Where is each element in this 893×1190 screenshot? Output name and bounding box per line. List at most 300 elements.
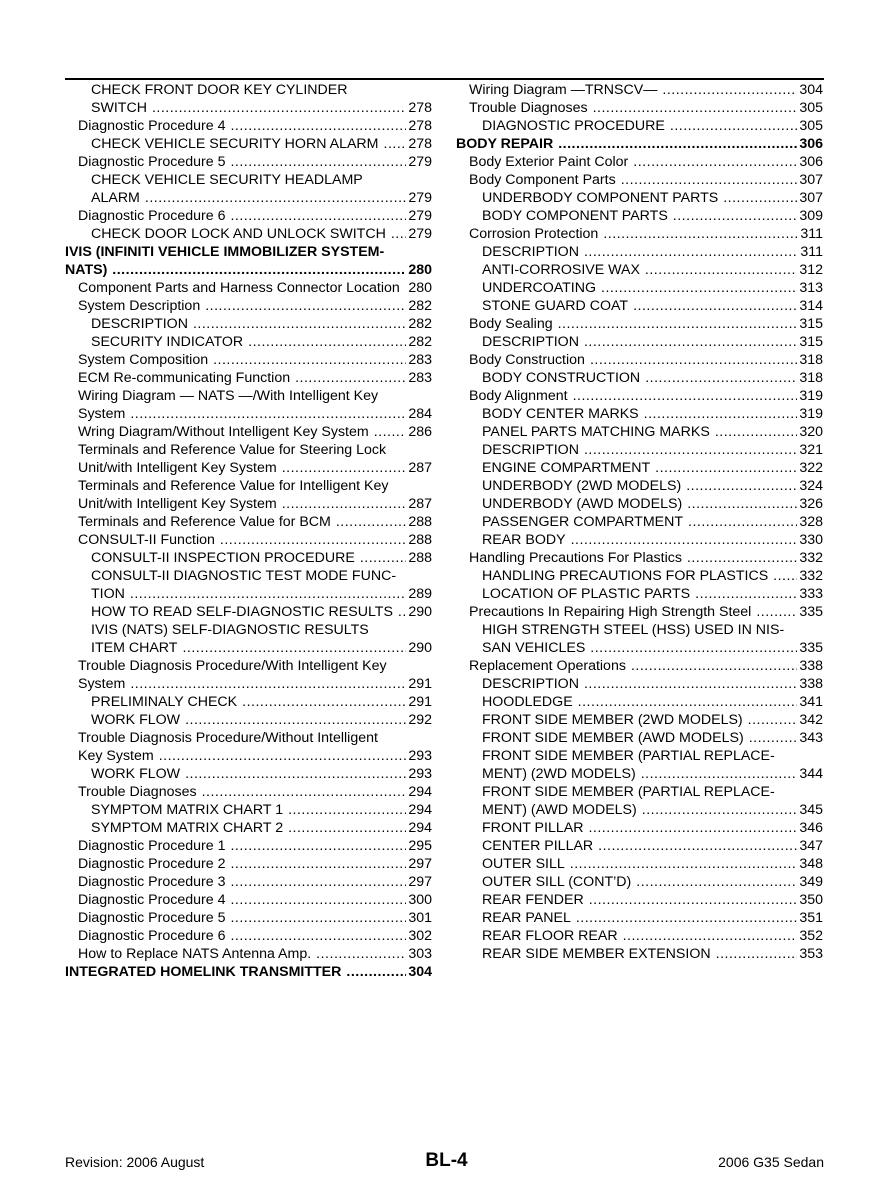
toc-entry[interactable] [65, 675, 432, 693]
dot-leader [130, 405, 406, 423]
toc-entry-page: 347 [799, 838, 823, 854]
toc-entry[interactable] [456, 729, 823, 747]
dot-leader [756, 603, 797, 621]
toc-entry-page: 338 [799, 676, 823, 692]
toc-entry-page: 278 [408, 136, 432, 152]
toc-entry-page: 294 [408, 802, 432, 818]
dot-leader [230, 153, 406, 171]
toc-entry-title: Trouble Diagnosis Procedure/Without Intelligent [78, 730, 378, 746]
toc-entry[interactable] [65, 765, 432, 783]
toc-entry[interactable] [65, 495, 432, 513]
toc-entry-title: ITEM CHART [91, 640, 178, 656]
toc-entry[interactable] [456, 279, 823, 297]
toc-entry[interactable] [65, 693, 432, 711]
dot-leader [584, 675, 797, 693]
toc-entry[interactable] [65, 369, 432, 387]
toc-entry-title: ENGINE COMPARTMENT [482, 460, 651, 476]
toc-entry-title: HANDLING PRECAUTIONS FOR PLASTICS [482, 568, 769, 584]
toc-entry[interactable] [65, 189, 432, 207]
dot-leader [282, 495, 407, 513]
dot-leader [230, 117, 406, 135]
toc-entry-title: Wring Diagram/Without Intelligent Key System [78, 424, 369, 440]
toc-entry[interactable] [456, 585, 823, 603]
dot-leader [642, 801, 798, 819]
toc-entry-page: 315 [799, 316, 823, 332]
toc-entry[interactable] [65, 297, 432, 315]
dot-leader [749, 729, 798, 747]
toc-entry[interactable] [456, 783, 823, 801]
toc-entry-title: CHECK VEHICLE SECURITY HORN ALARM [91, 136, 379, 152]
toc-entry[interactable] [65, 891, 432, 909]
dot-leader [578, 693, 798, 711]
toc-entry-page: 279 [408, 190, 432, 206]
toc-entry[interactable] [65, 477, 432, 495]
toc-entry[interactable] [65, 711, 432, 729]
toc-entry-title: Terminals and Reference Value for BCM [78, 514, 331, 530]
toc-entry[interactable] [456, 801, 823, 819]
toc-entry[interactable] [456, 657, 823, 675]
toc-entry[interactable] [456, 567, 823, 585]
toc-entry[interactable] [456, 765, 823, 783]
toc-entry-title: MENT) (AWD MODELS) [482, 802, 637, 818]
toc-entry-page: 297 [408, 856, 432, 872]
toc-entry-page: 283 [408, 352, 432, 368]
toc-entry-title: Key System [78, 748, 154, 764]
toc-entry-title: OUTER SILL [482, 856, 565, 872]
toc-entry[interactable] [456, 927, 823, 945]
toc-entry[interactable] [65, 927, 432, 945]
toc-entry-title: DESCRIPTION [482, 334, 579, 350]
toc-entry-page: 349 [799, 874, 823, 890]
toc-entry-title: DESCRIPTION [482, 442, 579, 458]
toc-entry-title: HOODLEDGE [482, 694, 573, 710]
toc-entry-title: Diagnostic Procedure 4 [78, 892, 226, 908]
toc-entry-page: 314 [799, 298, 823, 314]
toc-entry[interactable] [65, 909, 432, 927]
dot-leader [230, 909, 406, 927]
toc-entry[interactable] [65, 585, 432, 603]
toc-entry[interactable] [65, 207, 432, 225]
toc-entry-title: CONSULT-II INSPECTION PROCEDURE [91, 550, 355, 566]
toc-entry[interactable] [456, 693, 823, 711]
toc-entry[interactable] [65, 279, 432, 297]
toc-entry[interactable] [65, 171, 432, 189]
dot-leader [688, 513, 797, 531]
toc-entry-title: INTEGRATED HOMELINK TRANSMITTER [65, 964, 342, 980]
toc-entry[interactable] [456, 603, 823, 621]
toc-entry[interactable] [456, 171, 823, 189]
dot-leader [182, 639, 406, 657]
toc-entry-page: 351 [799, 910, 823, 926]
dot-leader [571, 531, 798, 549]
dot-leader [202, 783, 407, 801]
toc-entry-page: 288 [408, 532, 432, 548]
toc-entry-page: 278 [408, 118, 432, 134]
toc-entry-title: Diagnostic Procedure 4 [78, 118, 226, 134]
toc-entry[interactable] [456, 153, 823, 171]
toc-entry-title: BODY REPAIR [456, 136, 554, 152]
toc-entry-title: PANEL PARTS MATCHING MARKS [482, 424, 710, 440]
toc-entry-title: UNDERBODY COMPONENT PARTS [482, 190, 719, 206]
toc-entry-title: MENT) (2WD MODELS) [482, 766, 636, 782]
toc-entry-title: OUTER SILL (CONT’D) [482, 874, 632, 890]
dot-leader [230, 207, 406, 225]
toc-entry[interactable] [456, 441, 823, 459]
toc-entry[interactable] [65, 405, 432, 423]
toc-entry[interactable] [65, 117, 432, 135]
toc-entry-title: FRONT SIDE MEMBER (PARTIAL REPLACE- [482, 784, 775, 800]
toc-entry-page: 311 [800, 226, 823, 242]
toc-entry[interactable] [65, 729, 432, 747]
toc-entry-title: DIAGNOSTIC PROCEDURE [482, 118, 665, 134]
toc-entry[interactable] [456, 351, 823, 369]
dot-leader [558, 315, 798, 333]
toc-entry[interactable] [456, 711, 823, 729]
footer-page-code: BL-4 [425, 1150, 468, 1171]
toc-entry-title: Handling Precautions For Plastics [469, 550, 682, 566]
dot-leader [687, 495, 797, 513]
toc-entry[interactable] [456, 747, 823, 765]
toc-entry-title: SAN VEHICLES [482, 640, 586, 656]
toc-entry[interactable] [65, 603, 432, 621]
toc-entry[interactable] [456, 405, 823, 423]
toc-entry[interactable] [65, 153, 432, 171]
toc-entry[interactable] [65, 351, 432, 369]
dot-leader [773, 567, 797, 585]
toc-entry[interactable] [456, 549, 823, 567]
toc-right-column [456, 81, 823, 963]
toc-entry-title: Body Exterior Paint Color [469, 154, 629, 170]
toc-entry[interactable] [456, 99, 823, 117]
toc-entry-page: 343 [799, 730, 823, 746]
toc-entry-title: NATS) [65, 262, 108, 278]
dot-leader [687, 549, 797, 567]
toc-entry-page: 324 [799, 478, 823, 494]
toc-entry-title: CONSULT-II Function [78, 532, 215, 548]
toc-entry-title: Terminals and Reference Value for Steering Lock [78, 442, 387, 458]
toc-entry-page: 350 [799, 892, 823, 908]
dot-leader [336, 513, 406, 531]
toc-entry[interactable] [65, 945, 432, 963]
toc-entry[interactable] [456, 495, 823, 513]
toc-entry-title: FRONT SIDE MEMBER (AWD MODELS) [482, 730, 744, 746]
toc-entry-page: 280 [408, 280, 432, 296]
toc-entry-page: 288 [408, 514, 432, 530]
toc-entry[interactable] [65, 459, 432, 477]
dot-leader [623, 927, 798, 945]
dot-leader [584, 333, 797, 351]
toc-entry-title: Unit/with Intelligent Key System [78, 496, 277, 512]
toc-entry-title: DESCRIPTION [91, 316, 188, 332]
toc-entry-title: Diagnostic Procedure 6 [78, 208, 226, 224]
dot-leader [374, 423, 407, 441]
toc-entry-title: HIGH STRENGTH STEEL (HSS) USED IN NIS- [482, 622, 785, 638]
dot-leader [644, 405, 798, 423]
toc-entry[interactable] [65, 621, 432, 639]
toc-entry[interactable] [456, 297, 823, 315]
toc-entry[interactable] [65, 387, 432, 405]
toc-entry[interactable] [456, 945, 823, 963]
dot-leader [631, 657, 797, 675]
dot-leader [636, 873, 797, 891]
toc-entry[interactable] [65, 801, 432, 819]
toc-entry-title: FRONT SIDE MEMBER (2WD MODELS) [482, 712, 743, 728]
dot-leader [576, 909, 797, 927]
toc-entry-page: 346 [799, 820, 823, 836]
toc-entry-page: 297 [408, 874, 432, 890]
toc-entry-page: 287 [408, 496, 432, 512]
toc-entry[interactable] [456, 189, 823, 207]
toc-entry-title: CENTER PILLAR [482, 838, 594, 854]
dot-leader [230, 927, 406, 945]
toc-entry-page: 345 [799, 802, 823, 818]
toc-entry[interactable] [65, 783, 432, 801]
toc-entry-title: ECM Re-communicating Function [78, 370, 291, 386]
toc-entry-page: 305 [799, 100, 823, 116]
dot-leader [405, 279, 407, 297]
toc-entry-title: SYMPTOM MATRIX CHART 2 [91, 820, 284, 836]
dot-leader [584, 441, 797, 459]
toc-entry-title: DESCRIPTION [482, 244, 579, 260]
toc-entry-page: 341 [799, 694, 823, 710]
toc-entry-title: WORK FLOW [91, 712, 181, 728]
toc-entry[interactable] [65, 99, 432, 117]
dot-leader [573, 387, 798, 405]
toc-entry[interactable] [456, 261, 823, 279]
toc-entry[interactable] [456, 909, 823, 927]
toc-section-entry[interactable] [456, 135, 823, 153]
toc-entry-page: 338 [799, 658, 823, 674]
toc-entry-title: Wiring Diagram —TRNSCV— [469, 82, 658, 98]
dot-leader [220, 531, 406, 549]
dot-leader [621, 171, 798, 189]
toc-entry-title: CHECK VEHICLE SECURITY HEADLAMP [91, 172, 363, 188]
toc-entry-page: 304 [799, 82, 823, 98]
toc-entry[interactable] [65, 567, 432, 585]
toc-entry-title: REAR FENDER [482, 892, 584, 908]
toc-entry[interactable] [456, 891, 823, 909]
toc-entry-title: CONSULT-II DIAGNOSTIC TEST MODE FUNC- [91, 568, 397, 584]
dot-leader [282, 459, 407, 477]
toc-entry-page: 279 [408, 154, 432, 170]
toc-entry[interactable] [65, 819, 432, 837]
toc-entry-title: PASSENGER COMPARTMENT [482, 514, 684, 530]
toc-entry[interactable] [456, 225, 823, 243]
toc-entry-page: 319 [799, 388, 823, 404]
dot-leader [185, 765, 406, 783]
toc-entry-page: 335 [799, 640, 823, 656]
toc-entry[interactable] [456, 369, 823, 387]
toc-section-entry[interactable] [65, 963, 432, 981]
dot-leader [748, 711, 798, 729]
toc-entry[interactable] [65, 315, 432, 333]
toc-entry-page: 311 [800, 244, 823, 260]
dot-leader [159, 747, 407, 765]
toc-entry-page: 315 [799, 334, 823, 350]
dot-leader [288, 801, 406, 819]
dot-leader [601, 279, 797, 297]
toc-entry-page: 352 [799, 928, 823, 944]
dot-leader [242, 693, 406, 711]
toc-entry-title: BODY COMPONENT PARTS [482, 208, 668, 224]
toc-entry-title: Body Sealing [469, 316, 553, 332]
toc-entry-page: 289 [408, 586, 432, 602]
toc-entry-title: Body Component Parts [469, 172, 616, 188]
dot-leader [645, 261, 797, 279]
toc-entry-page: 342 [799, 712, 823, 728]
toc-entry-page: 293 [408, 748, 432, 764]
toc-entry-page: 333 [799, 586, 823, 602]
toc-entry-page: 326 [799, 496, 823, 512]
toc-entry-page: 307 [799, 172, 823, 188]
dot-leader [715, 423, 798, 441]
toc-entry[interactable] [65, 531, 432, 549]
toc-entry[interactable] [456, 531, 823, 549]
toc-entry-title: UNDERBODY (AWD MODELS) [482, 496, 683, 512]
toc-entry[interactable] [456, 423, 823, 441]
toc-entry-title: Terminals and Reference Value for Intelligent Key [78, 478, 389, 494]
toc-entry[interactable] [456, 675, 823, 693]
toc-entry-title: Trouble Diagnosis Procedure/With Intelligent Key [78, 658, 387, 674]
dot-leader [230, 837, 406, 855]
toc-entry[interactable] [65, 135, 432, 153]
toc-section-entry[interactable] [65, 261, 432, 279]
toc-entry[interactable] [65, 441, 432, 459]
toc-entry[interactable] [65, 855, 432, 873]
toc-entry[interactable] [65, 639, 432, 657]
toc-entry-page: 332 [799, 550, 823, 566]
dot-leader [590, 351, 797, 369]
dot-leader [589, 891, 798, 909]
dot-leader [295, 369, 406, 387]
dot-leader [588, 819, 797, 837]
dot-leader [655, 459, 797, 477]
toc-entry[interactable] [65, 513, 432, 531]
dot-leader [193, 315, 406, 333]
toc-entry-page: 305 [799, 118, 823, 134]
toc-entry-title: Diagnostic Procedure 5 [78, 154, 226, 170]
toc-entry[interactable] [65, 423, 432, 441]
toc-entry[interactable] [65, 837, 432, 855]
toc-entry-title: CHECK DOOR LOCK AND UNLOCK SWITCH [91, 226, 386, 242]
toc-entry-page: 288 [408, 550, 432, 566]
toc-entry[interactable] [456, 819, 823, 837]
toc-entry-page: 318 [799, 370, 823, 386]
toc-entry-title: Precautions In Repairing High Strength Steel [469, 604, 752, 620]
toc-entry-page: 344 [799, 766, 823, 782]
toc-entry[interactable] [456, 513, 823, 531]
toc-entry-page: 330 [799, 532, 823, 548]
toc-entry[interactable] [456, 837, 823, 855]
toc-entry[interactable] [456, 315, 823, 333]
toc-entry[interactable] [65, 549, 432, 567]
toc-entry[interactable] [65, 333, 432, 351]
toc-entry-title: BODY CONSTRUCTION [482, 370, 641, 386]
toc-entry[interactable] [65, 747, 432, 765]
toc-entry-page: 282 [408, 316, 432, 332]
toc-entry-page: 293 [408, 766, 432, 782]
toc-entry-page: 279 [408, 208, 432, 224]
toc-entry-title: REAR PANEL [482, 910, 571, 926]
toc-entry[interactable] [456, 387, 823, 405]
dot-leader [645, 369, 797, 387]
dot-leader [152, 99, 406, 117]
dot-leader [230, 855, 406, 873]
dot-leader [633, 153, 797, 171]
toc-entry-page: 301 [408, 910, 432, 926]
dot-leader [598, 837, 797, 855]
toc-entry[interactable] [456, 855, 823, 873]
toc-entry-title: Component Parts and Harness Connector Location [78, 280, 400, 296]
toc-entry[interactable] [456, 81, 823, 99]
toc-entry-title: SWITCH [91, 100, 147, 116]
toc-entry[interactable] [456, 243, 823, 261]
dot-leader [288, 819, 406, 837]
toc-entry-page: 321 [799, 442, 823, 458]
dot-leader [633, 297, 797, 315]
dot-leader [570, 855, 798, 873]
toc-entry[interactable] [456, 117, 823, 135]
dot-leader [584, 243, 798, 261]
toc-entry-page: 335 [799, 604, 823, 620]
toc-entry[interactable] [65, 225, 432, 243]
toc-entry[interactable] [456, 621, 823, 639]
toc-entry[interactable] [456, 333, 823, 351]
toc-entry-title: Diagnostic Procedure 6 [78, 928, 226, 944]
toc-entry-page: 284 [408, 406, 432, 422]
dot-leader [662, 81, 797, 99]
toc-entry[interactable] [65, 657, 432, 675]
toc-entry-title: REAR SIDE MEMBER EXTENSION [482, 946, 711, 962]
toc-entry-title: Corrosion Protection [469, 226, 599, 242]
toc-entry[interactable] [456, 459, 823, 477]
toc-entry-title: HOW TO READ SELF-DIAGNOSTIC RESULTS [91, 604, 393, 620]
dot-leader [130, 585, 406, 603]
toc-entry-page: 306 [799, 136, 823, 152]
dot-leader [230, 891, 406, 909]
toc-entry[interactable] [456, 207, 823, 225]
toc-entry-title: TION [91, 586, 125, 602]
toc-entry-title: CHECK FRONT DOOR KEY CYLINDER [91, 82, 348, 98]
toc-entry-title: PRELIMINALY CHECK [91, 694, 238, 710]
toc-section-entry[interactable] [65, 243, 432, 261]
toc-entry[interactable] [456, 873, 823, 891]
toc-entry-page: 294 [408, 820, 432, 836]
toc-entry-page: 320 [799, 424, 823, 440]
toc-entry[interactable] [456, 477, 823, 495]
toc-entry-title: UNDERCOATING [482, 280, 597, 296]
toc-entry-page: 279 [408, 226, 432, 242]
toc-entry[interactable] [65, 873, 432, 891]
toc-entry-page: 332 [799, 568, 823, 584]
toc-entry-title: System [78, 406, 126, 422]
toc-entry-title: Diagnostic Procedure 3 [78, 874, 226, 890]
dot-leader [593, 99, 798, 117]
toc-entry-title: Trouble Diagnoses [469, 100, 588, 116]
toc-entry-page: 312 [799, 262, 823, 278]
toc-entry[interactable] [65, 81, 432, 99]
toc-entry-title: Body Alignment [469, 388, 568, 404]
toc-entry-title: System [78, 676, 126, 692]
toc-entry[interactable] [456, 639, 823, 657]
toc-entry-page: 353 [799, 946, 823, 962]
dot-leader [346, 963, 406, 981]
toc-entry-title: Wiring Diagram — NATS —/With Intelligent Key [78, 388, 379, 404]
toc-entry-title: UNDERBODY (2WD MODELS) [482, 478, 682, 494]
dot-leader [230, 873, 406, 891]
toc-entry-page: 318 [799, 352, 823, 368]
toc-entry-title: ALARM [91, 190, 140, 206]
